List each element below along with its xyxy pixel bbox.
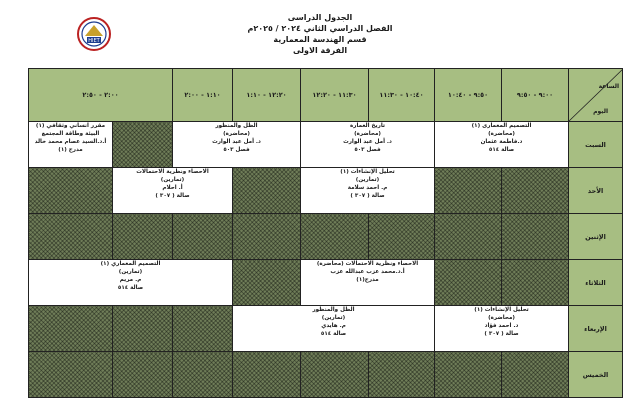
class-cell: تحليل الإنشاءات (١) (محاضرة) د. احمد فؤاد صالة ( ٣٠٧ ) — [435, 306, 569, 352]
empty-slot — [435, 214, 502, 260]
empty-slot — [502, 352, 569, 398]
year-label: الفرقة الاولى — [292, 46, 348, 55]
class-cell: الظل والمنظور (تمارين) م. هايدي صالة ٥١٤ — [233, 306, 435, 352]
time-slot: ١١:٣٠ - ١٢:٢٠ — [301, 69, 369, 122]
day-cell: الخميس — [569, 352, 623, 398]
time-slot: ٩:٠٠ - ٩:٥٠ — [502, 69, 569, 122]
empty-slot — [233, 168, 301, 214]
empty-slot — [502, 214, 569, 260]
day-cell: الأحد — [569, 168, 623, 214]
class-cell: التصميم المعمارى (١) (محاضرة) د.فاطمة عثمان صالة ٥١٤ — [435, 122, 569, 168]
class-cell: مقرر انساني وثقافي (١) البيئة وطاقة المجتمع أ.د.السيد عصام محمد خالد مدرج (١) — [29, 122, 113, 168]
day-row-wednesday — [29, 306, 623, 352]
empty-slot — [29, 168, 113, 214]
class-cell: التصميم المعماري (١) (تمارين) م. مريم صالة ٥١٤ — [29, 260, 233, 306]
institute-logo — [76, 16, 112, 52]
time-slot: ١٢:٢٠ - ١:١٠ — [233, 69, 301, 122]
day-cell: السبت — [569, 122, 623, 168]
empty-slot — [435, 260, 502, 306]
day-cell: الإثنين — [569, 214, 623, 260]
empty-slot — [502, 168, 569, 214]
class-cell: تحليل الإنشاءات (١) (تمارين) م. احمد سلامة صالة ( ٣٠٧ ) — [301, 168, 435, 214]
class-cell: الاحصاء ونظرية الاحتمالات (تمارين) أ. احلام صالة ( ٣٠٧ ) — [113, 168, 233, 214]
day-cell: الثلاثاء — [569, 260, 623, 306]
empty-slot — [173, 306, 233, 352]
day-row-sunday — [29, 168, 623, 214]
day-row-thursday — [29, 352, 623, 398]
class-cell: الظل والمنظور (محاضرة) د. أمل عبد الوارث فصل ٥٠٣ — [173, 122, 301, 168]
corner-cell — [569, 69, 623, 122]
schedule-header — [0, 0, 640, 66]
hour-label: الساعة — [598, 83, 620, 90]
semester-label: الفصل الدراسي الثاني ٢٠٢٤ / ٢٠٢٥م — [247, 24, 393, 33]
svg-text:HIET: HIET — [88, 38, 100, 44]
time-slot: ١:١٠ - ٢:٠٠ — [173, 69, 233, 122]
schedule-title: الجدول الدراسى — [287, 13, 353, 22]
empty-slot — [113, 122, 173, 168]
day-cell: الإربعاء — [569, 306, 623, 352]
empty-slot — [369, 352, 435, 398]
class-cell: تاريخ العمارة (محاضرة) د. أمل عبد الوارث فصل ٥٠٣ — [301, 122, 435, 168]
empty-slot — [173, 214, 233, 260]
empty-slot — [113, 214, 173, 260]
empty-slot — [113, 352, 173, 398]
empty-slot — [29, 352, 113, 398]
department-label: قسم الهندسة المعمارية — [273, 35, 367, 44]
empty-slot — [173, 352, 233, 398]
empty-slot — [369, 214, 435, 260]
empty-slot — [233, 214, 301, 260]
day-row-tuesday — [29, 260, 623, 306]
class-cell: الاحصاء ونظرية الاحتمالات (محاضرة) أ.د.محمد عزب عبدالله عزب مدرج(١) — [301, 260, 435, 306]
empty-slot — [435, 352, 502, 398]
empty-slot — [502, 260, 569, 306]
empty-slot — [233, 260, 301, 306]
time-slot: ١٠:٤٠ - ١١:٣٠ — [369, 69, 435, 122]
empty-slot — [29, 306, 113, 352]
empty-slot — [301, 352, 369, 398]
empty-slot — [301, 214, 369, 260]
day-row-monday — [29, 214, 623, 260]
empty-slot — [435, 168, 502, 214]
time-slot: ٩:٥٠ - ١٠:٤٠ — [435, 69, 502, 122]
timetable — [28, 68, 623, 398]
empty-slot — [29, 214, 113, 260]
empty-slot — [233, 352, 301, 398]
time-slot: ٢:٠٠ - ٢:٥٠ — [29, 69, 173, 122]
day-row-saturday — [29, 122, 623, 168]
day-label: اليوم — [593, 108, 609, 115]
empty-slot — [113, 306, 173, 352]
time-header-row — [29, 69, 623, 122]
